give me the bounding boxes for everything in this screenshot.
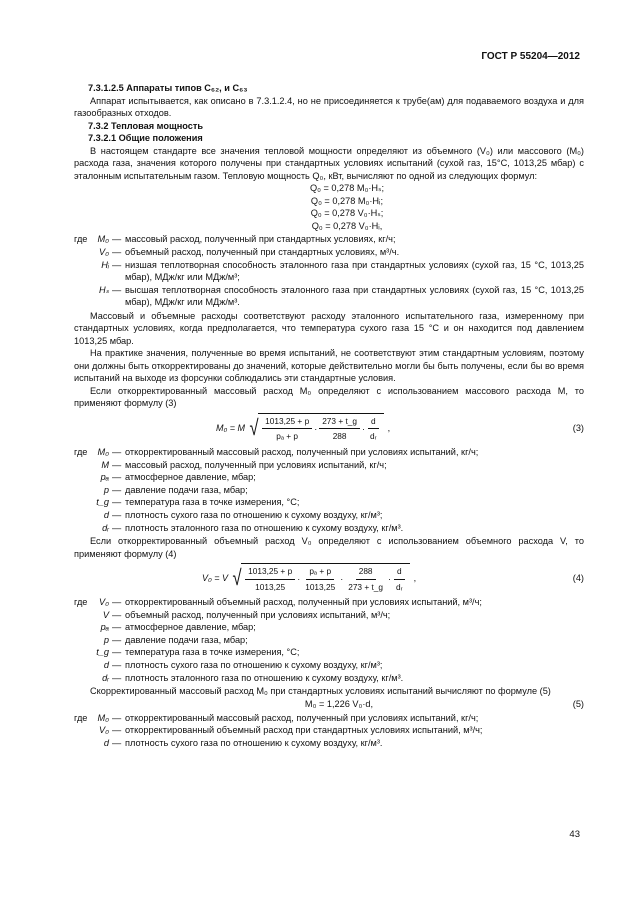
symbol: V₀	[99, 246, 109, 257]
symbol: M₀	[97, 234, 109, 245]
definition-text: плотность эталонного газа по отношению к сухому воздуху, кг/м³.	[125, 522, 404, 533]
equation-number: (5)	[572, 698, 584, 709]
fraction	[245, 565, 295, 593]
dash: —	[112, 484, 122, 495]
square-root	[231, 563, 410, 593]
paragraph-eq4-intro: Если откорректированный объемный расход V₀ определяют с использованием объемного расхода V, то применяют формулу (4)	[74, 536, 584, 559]
symbol: M₀	[97, 446, 109, 457]
definitions-eq3	[74, 446, 584, 534]
definition-row	[74, 509, 584, 522]
where-word	[74, 609, 89, 622]
where-word: где	[74, 712, 88, 723]
symbol: V	[102, 609, 109, 620]
definition-row	[74, 672, 584, 685]
section-heading-7-3-1-2-5: 7.3.1.2.5 Аппараты типов C₆₂, и C₆₃	[88, 83, 248, 93]
numerator: pₐ + p	[306, 565, 334, 580]
symbol: Hₛ	[98, 284, 109, 295]
where-word	[74, 259, 89, 284]
definition-row	[74, 484, 584, 497]
definition-text: атмосферное давление, мбар;	[125, 622, 256, 633]
dash: —	[112, 622, 122, 633]
definitions-q	[74, 233, 584, 309]
where-word	[74, 737, 89, 750]
equation-lhs: M₀ = M	[216, 422, 246, 433]
equation-punctuation: ,	[413, 572, 417, 583]
definition-text: давление подачи газа, мбар;	[125, 484, 248, 495]
denominator: 273 + t_g	[348, 581, 384, 592]
definition-text: массовый расход, полученный при условиях испытаний, кг/ч;	[125, 459, 387, 470]
definition-text: массовый расход, полученный при стандартных условиях, кг/ч;	[125, 234, 396, 245]
symbol: V₀	[99, 725, 109, 736]
definition-row	[74, 459, 584, 472]
symbol: d	[103, 509, 109, 520]
symbol: d	[103, 660, 109, 671]
definition-text: атмосферное давление, мбар;	[125, 472, 256, 483]
numerator: d	[368, 415, 379, 430]
times-dot: ·	[340, 573, 344, 584]
symbol: M₀	[97, 712, 109, 723]
definition-row	[74, 284, 584, 309]
where-word: где	[74, 597, 88, 608]
equation-4	[74, 563, 584, 593]
fraction	[393, 565, 406, 593]
denominator: pₐ + p	[276, 431, 299, 442]
symbol: M	[101, 459, 109, 470]
dash: —	[112, 284, 122, 295]
paragraph-mass-volume: Массовый и объемные расходы соответствуют расходу эталонного испытательного газа, измеренному при стандартных условиях, когда предполагается, что температура сухого газа 15 °C и он находится под давлением 1013,25 мбар.	[74, 310, 584, 346]
definition-row	[74, 471, 584, 484]
definitions-eq4	[74, 596, 584, 684]
numerator: 273 + t_g	[319, 415, 360, 430]
times-dot: ·	[314, 423, 318, 434]
heat-input-formulas	[74, 182, 584, 232]
symbol: pₐ	[100, 472, 109, 483]
dash: —	[112, 609, 122, 620]
equation-5-expression: M₀ = 1,226 V₀·d,	[304, 698, 374, 709]
symbol: t_g	[96, 647, 109, 658]
equation-punctuation: ,	[387, 422, 391, 433]
dash: —	[112, 509, 122, 520]
definition-text: температура газа в точке измерения, °C;	[125, 497, 300, 508]
section-heading-7-3-2: 7.3.2 Тепловая мощность	[88, 120, 204, 131]
dash: —	[112, 472, 122, 483]
page-body	[74, 82, 584, 751]
equation-4-expression	[202, 563, 416, 593]
dash: —	[112, 634, 122, 645]
paragraph-eq5-intro: Скорректированный массовый расход M₀ при стандартных условиях испытаний вычисляют по формуле (5)	[90, 686, 551, 697]
formula-q: Q₀ = 0,278 M₀·Hᵢ;	[310, 195, 384, 206]
dash: —	[112, 446, 122, 457]
definition-text: откорректированный массовый расход, полученный при условиях испытаний, кг/ч;	[125, 446, 479, 457]
where-word: где	[74, 234, 88, 245]
definition-row	[74, 659, 584, 672]
equation-3-expression	[216, 413, 390, 443]
fraction	[262, 415, 312, 443]
dash: —	[112, 522, 122, 533]
dash: —	[112, 660, 122, 671]
definition-text: давление подачи газа, мбар;	[125, 634, 248, 645]
dash: —	[112, 259, 122, 270]
where-word	[74, 659, 89, 672]
times-dot: ·	[362, 423, 366, 434]
paragraph-practice: На практике значения, полученные во время испытаний, не соответствуют этим стандартным условиям, поэтому они должны быть откорректированы до значений, которые действительно могли бы быть получены, если бы во время испытаний на выходе из форсунки соблюдались эти стандартные условия.	[74, 348, 584, 384]
definition-text: плотность сухого газа по отношению к сухому воздуху, кг/м³;	[125, 509, 383, 520]
radicand	[241, 563, 410, 593]
numerator: d	[394, 565, 405, 580]
radicand	[258, 413, 384, 443]
definition-row	[74, 259, 584, 284]
formula-q: Q₀ = 0,278 M₀·Hₛ;	[309, 183, 385, 193]
where-word	[74, 621, 89, 634]
definition-row	[74, 246, 584, 259]
equation-5	[74, 698, 584, 711]
dash: —	[112, 234, 122, 245]
definition-row	[74, 596, 584, 609]
where-word	[74, 646, 89, 659]
definition-text: откорректированный объемный расход при стандартных условиях испытаний, м³/ч;	[125, 725, 483, 736]
formula-q: Q₀ = 0,278 V₀·Hᵢ,	[311, 220, 383, 231]
equation-lhs: V₀ = V	[202, 572, 229, 583]
where-word	[74, 471, 89, 484]
symbol: dᵣ	[102, 672, 109, 683]
fraction	[302, 565, 338, 593]
radical-sign-icon: √	[232, 565, 242, 591]
section-heading-7-3-2-1: 7.3.2.1 Общие положения	[88, 133, 203, 143]
definition-text: плотность сухого газа по отношению к сухому воздуху, кг/м³.	[125, 737, 383, 748]
definition-row	[74, 233, 584, 246]
dash: —	[112, 459, 122, 470]
where-word: где	[74, 446, 88, 457]
dash: —	[112, 712, 122, 723]
where-word	[74, 522, 89, 535]
symbol: pₐ	[100, 622, 109, 633]
definition-text: откорректированный массовый расход, полученный при условиях испытаний, кг/ч;	[125, 712, 479, 723]
fraction	[319, 415, 360, 443]
where-word	[74, 634, 89, 647]
paragraph-general: В настоящем стандарте все значения тепловой мощности определяют из объемного (V₀) или массового (M₀) расхода газа, значения которого получены при стандартных условиях испытаний (сухой газ, 15°C, 1013,25 мбар) с эталонным испытательным газом. Тепловую мощность Q₀, кВт, вычисляют по одной из следующих формул:	[74, 145, 584, 181]
times-dot: ·	[388, 573, 392, 584]
definition-text: низшая теплотворная способность эталонного газа при стандартных условиях (сухой газ, 15 °C, 1013,25 мбар), МДж/кг или МДж/м³;	[125, 259, 584, 283]
definition-text: температура газа в точке измерения, °C;	[125, 647, 300, 658]
where-word	[74, 724, 89, 737]
symbol: d	[103, 737, 109, 748]
equation-number: (4)	[572, 573, 584, 584]
definition-text: объемный расход, полученный при стандартных условиях, м³/ч.	[125, 246, 400, 257]
where-word	[74, 484, 89, 497]
fraction	[367, 415, 380, 443]
definition-text: плотность сухого газа по отношению к сухому воздуху, кг/м³;	[125, 660, 383, 671]
numerator: 288	[356, 565, 376, 580]
symbol: dᵣ	[102, 522, 109, 533]
definition-row	[74, 522, 584, 535]
denominator: dᵣ	[396, 581, 403, 592]
denominator: 1013,25	[255, 581, 286, 592]
definition-text: плотность эталонного газа по отношению к сухому воздуху, кг/м³.	[125, 672, 404, 683]
symbol: p	[103, 484, 109, 495]
paragraph-eq3-intro: Если откорректированный массовый расход M₀ определяют с использованием массового расхода M, то применяют формулу (3)	[74, 385, 584, 409]
symbol: V₀	[99, 597, 109, 608]
paragraph-7-3-1-2-5: Аппарат испытывается, как описано в 7.3.1.2.4, но не присоединяется к трубе(ам) для подаваемого воздуха и для газообразных отходов.	[74, 95, 584, 118]
equation-number: (3)	[572, 422, 584, 433]
dash: —	[112, 672, 122, 683]
where-word	[74, 284, 89, 309]
dash: —	[112, 647, 122, 658]
definition-row	[74, 446, 584, 459]
symbol: t_g	[96, 497, 109, 508]
standard-header: ГОСТ Р 55204—2012	[481, 51, 580, 62]
definition-text: объемный расход, полученный при условиях испытаний, м³/ч;	[125, 609, 391, 620]
definition-row	[74, 609, 584, 622]
definition-row	[74, 496, 584, 509]
page-number: 43	[569, 829, 580, 840]
dash: —	[112, 725, 122, 736]
definition-row	[74, 621, 584, 634]
denominator: 1013,25	[305, 581, 336, 592]
where-word	[74, 672, 89, 685]
where-word	[74, 496, 89, 509]
times-dot: ·	[297, 573, 301, 584]
definition-row	[74, 634, 584, 647]
numerator: 1013,25 + p	[262, 415, 312, 430]
symbol: p	[103, 634, 109, 645]
numerator: 1013,25 + p	[245, 565, 295, 580]
definition-row	[74, 724, 584, 737]
denominator: 288	[332, 431, 347, 442]
definition-row	[74, 712, 584, 725]
dash: —	[112, 737, 122, 748]
fraction	[345, 565, 386, 593]
definition-text: откорректированный объемный расход, полученный при условиях испытаний, м³/ч;	[125, 597, 482, 608]
denominator: dᵣ	[370, 431, 377, 442]
dash: —	[112, 597, 122, 608]
where-word	[74, 509, 89, 522]
symbol: Hᵢ	[101, 259, 109, 270]
where-word	[74, 459, 89, 472]
radical-sign-icon: √	[249, 414, 259, 440]
where-word	[74, 246, 89, 259]
square-root	[248, 413, 384, 443]
equation-3	[74, 413, 584, 443]
definitions-eq5	[74, 712, 584, 750]
definition-row	[74, 646, 584, 659]
formula-q: Q₀ = 0,278 V₀·Hₛ;	[310, 208, 384, 219]
dash: —	[112, 497, 122, 508]
definition-row	[74, 737, 584, 750]
dash: —	[112, 246, 122, 257]
definition-text: высшая теплотворная способность эталонного газа при стандартных условиях (сухой газ, 15 °C, 1013,25 мбар), МДж/кг или МДж/м³.	[125, 284, 584, 308]
